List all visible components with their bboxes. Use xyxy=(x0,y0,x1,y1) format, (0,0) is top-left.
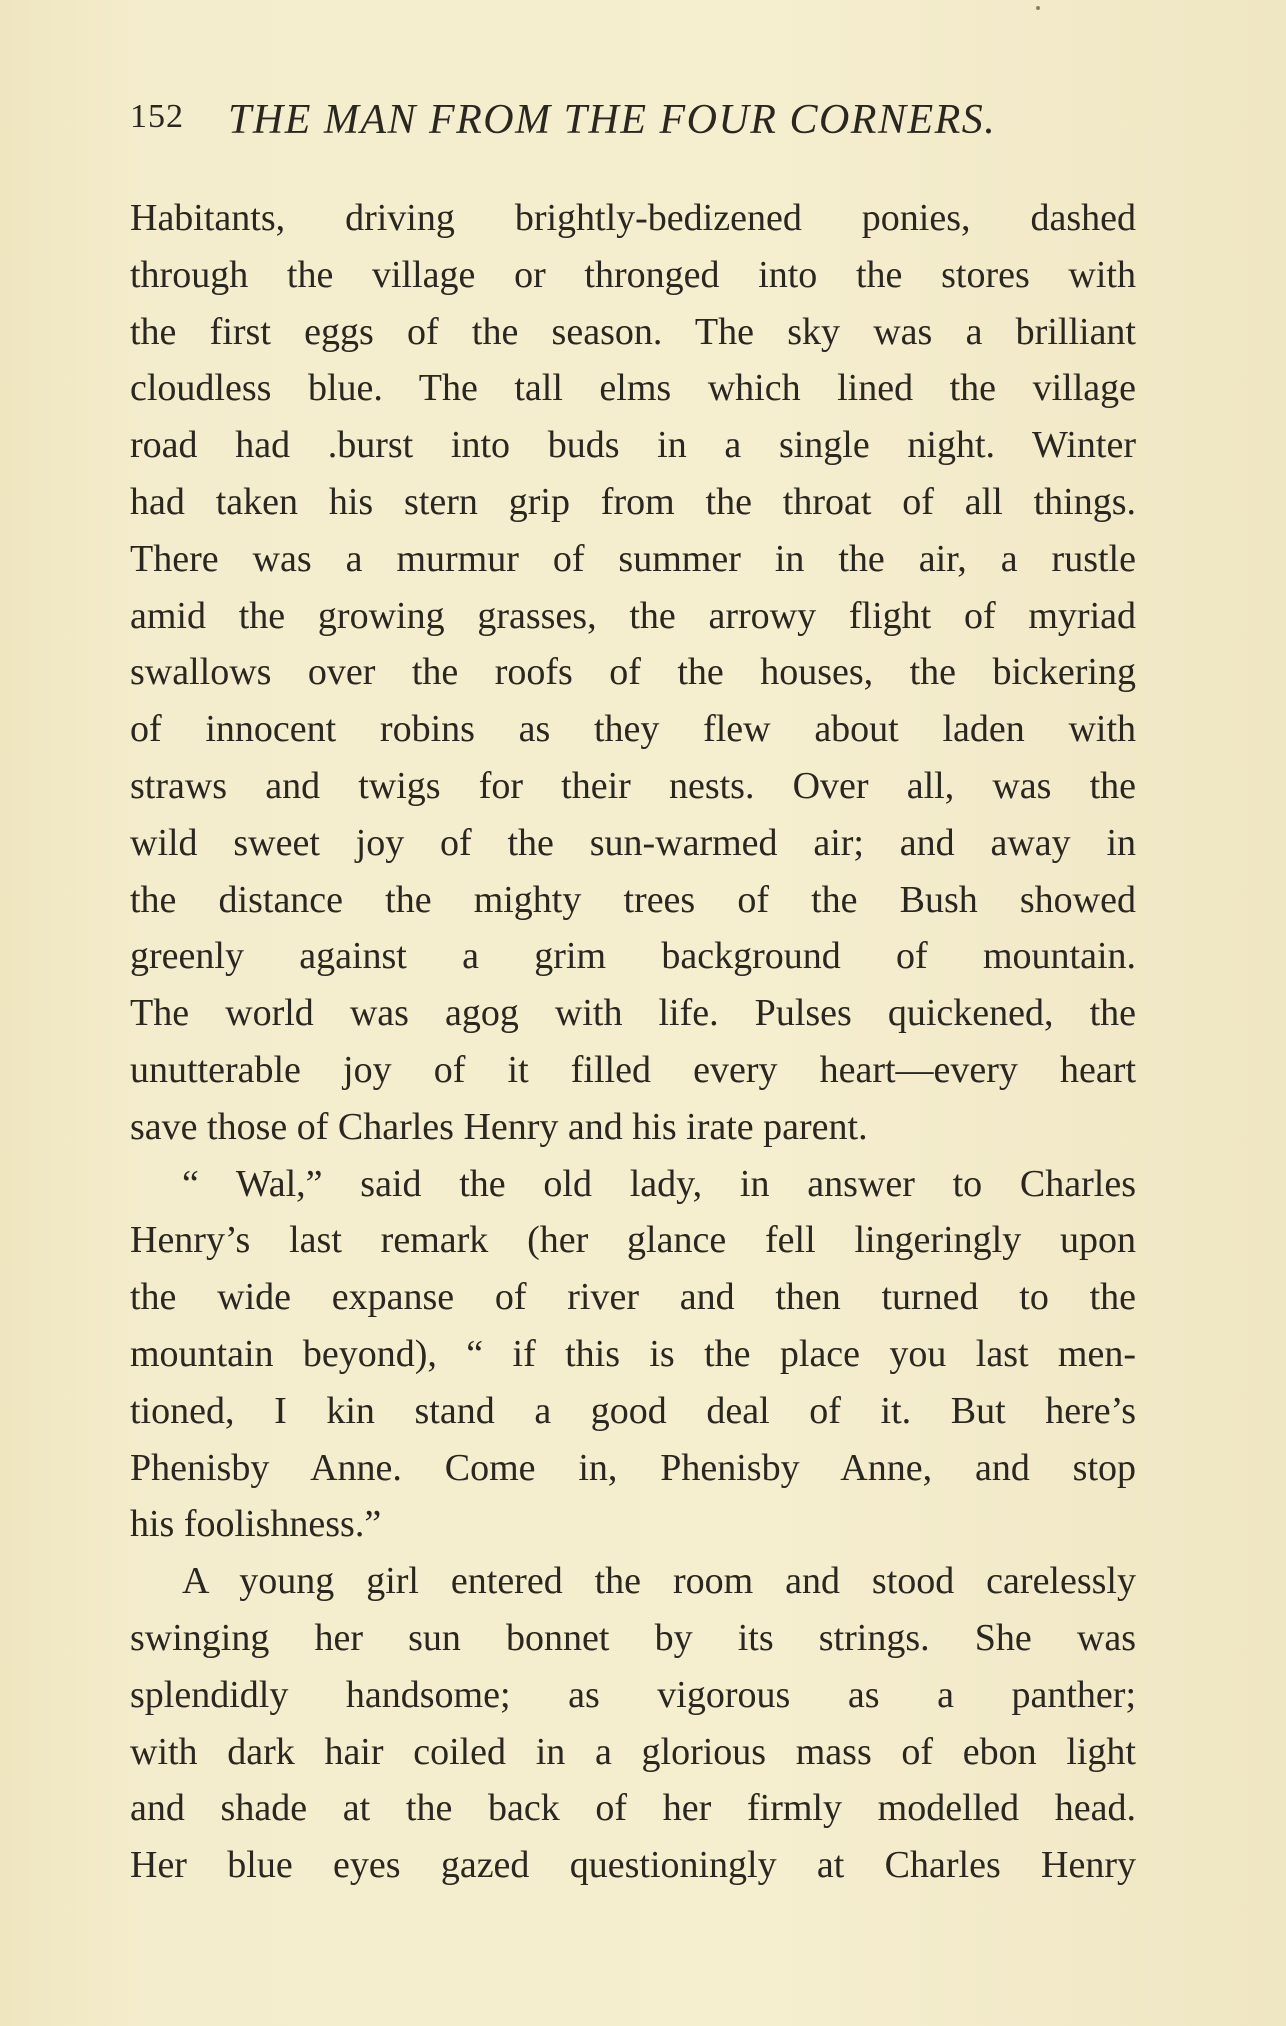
text-line: amid the growing grasses, the arrowy flight of myriad xyxy=(130,594,1136,637)
text-line: road had .burst into buds in a single night. Winter xyxy=(130,424,1136,467)
text-line: The world was agog with life. Pulses quickened, the xyxy=(130,992,1136,1035)
text-line: “ Wal,” said the old lady, in answer to Charles xyxy=(182,1162,1136,1205)
text-line: Phenisby Anne. Come in, Phenisby Anne, and stop xyxy=(130,1446,1136,1489)
page-header xyxy=(130,96,1140,146)
text-line: Henry’s last remark (her glance fell lingeringly upon xyxy=(130,1219,1136,1262)
text-line: his foolishness.” xyxy=(130,1503,382,1546)
text-line: through the village or thronged into the stores with xyxy=(130,253,1136,296)
text-line: Her blue eyes gazed questioningly at Charles Henry xyxy=(130,1844,1136,1887)
page-number: 152 xyxy=(130,98,184,135)
text-line: unutterable joy of it filled every heart—every heart xyxy=(130,1048,1136,1091)
text-line: of innocent robins as they flew about laden with xyxy=(130,708,1136,751)
text-line: the distance the mighty trees of the Bush showed xyxy=(130,878,1136,921)
body-text xyxy=(130,190,1136,1894)
text-line: greenly against a grim background of mountain. xyxy=(130,935,1136,978)
text-line: splendidly handsome; as vigorous as a panther; xyxy=(130,1673,1136,1716)
text-line: There was a murmur of summer in the air, a rustle xyxy=(130,537,1136,580)
text-line: with dark hair coiled in a glorious mass of ebon light xyxy=(130,1730,1136,1773)
text-line: tioned, I kin stand a good deal of it. But here’s xyxy=(130,1389,1136,1432)
text-line: A young girl entered the room and stood carelessly xyxy=(182,1560,1136,1603)
text-line: mountain beyond), “ if this is the place you last men- xyxy=(130,1332,1136,1375)
text-line: swinging her sun bonnet by its strings. She was xyxy=(130,1616,1136,1659)
paper-speck xyxy=(1036,6,1040,10)
text-line: the wide expanse of river and then turned to the xyxy=(130,1276,1136,1319)
text-line: Habitants, driving brightly-bedizened ponies, dashed xyxy=(130,197,1136,239)
text-line: swallows over the roofs of the houses, the bickering xyxy=(130,651,1136,694)
text-line: had taken his stern grip from the throat of all things. xyxy=(130,480,1136,523)
text-line: and shade at the back of her firmly modelled head. xyxy=(130,1787,1136,1830)
running-title: THE MAN FROM THE FOUR CORNERS. xyxy=(228,97,997,143)
text-line: cloudless blue. The tall elms which lined the village xyxy=(130,367,1136,410)
text-line: straws and twigs for their nests. Over all, was the xyxy=(130,764,1136,807)
text-line: the first eggs of the season. The sky was a brilliant xyxy=(130,310,1136,353)
text-line: save those of Charles Henry and his irate parent. xyxy=(130,1105,868,1148)
text-line: wild sweet joy of the sun-warmed air; and away in xyxy=(130,821,1136,864)
